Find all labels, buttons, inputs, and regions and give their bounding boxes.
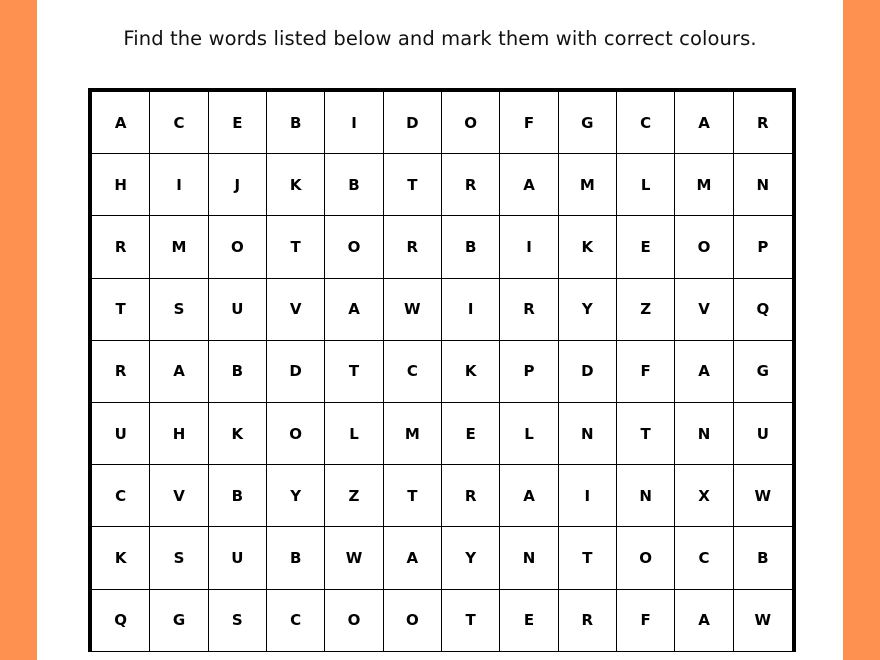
grid-cell[interactable]: L: [325, 403, 383, 465]
grid-cell[interactable]: B: [442, 216, 500, 278]
grid-cell[interactable]: O: [209, 216, 267, 278]
grid-cell[interactable]: F: [500, 92, 558, 154]
grid-cell[interactable]: R: [384, 216, 442, 278]
grid-cell[interactable]: A: [500, 154, 558, 216]
grid-cell[interactable]: Z: [617, 279, 675, 341]
grid-cell[interactable]: N: [734, 154, 792, 216]
word-search-grid: [88, 88, 796, 652]
grid-cell[interactable]: C: [617, 92, 675, 154]
grid-cell[interactable]: J: [209, 154, 267, 216]
grid-cell[interactable]: F: [617, 341, 675, 403]
grid-cell[interactable]: D: [384, 92, 442, 154]
grid-cell[interactable]: B: [209, 341, 267, 403]
grid-cell[interactable]: T: [559, 527, 617, 589]
grid-cell[interactable]: Q: [734, 279, 792, 341]
grid-cell[interactable]: A: [675, 590, 733, 652]
grid-cell[interactable]: O: [442, 92, 500, 154]
grid-cell[interactable]: T: [92, 279, 150, 341]
grid-cell[interactable]: V: [675, 279, 733, 341]
grid-cell[interactable]: A: [92, 92, 150, 154]
grid-cell[interactable]: R: [92, 341, 150, 403]
grid-cell[interactable]: R: [500, 279, 558, 341]
grid-cell[interactable]: X: [675, 465, 733, 527]
grid-cell[interactable]: T: [442, 590, 500, 652]
grid-cell[interactable]: K: [209, 403, 267, 465]
grid-cell[interactable]: W: [384, 279, 442, 341]
grid-cell[interactable]: S: [150, 527, 208, 589]
grid-cell[interactable]: R: [734, 92, 792, 154]
grid-cell[interactable]: A: [150, 341, 208, 403]
grid-cell[interactable]: I: [500, 216, 558, 278]
grid-cell[interactable]: W: [734, 465, 792, 527]
grid-cell[interactable]: I: [559, 465, 617, 527]
grid-cell[interactable]: K: [442, 341, 500, 403]
grid-cell[interactable]: Y: [267, 465, 325, 527]
grid-cell[interactable]: C: [267, 590, 325, 652]
grid-cell[interactable]: U: [209, 527, 267, 589]
grid-cell[interactable]: B: [209, 465, 267, 527]
grid-cell[interactable]: B: [267, 527, 325, 589]
grid-cell[interactable]: O: [325, 216, 383, 278]
grid-cell[interactable]: T: [325, 341, 383, 403]
grid-cell[interactable]: W: [325, 527, 383, 589]
grid-cell[interactable]: I: [150, 154, 208, 216]
grid-cell[interactable]: N: [559, 403, 617, 465]
grid-cell[interactable]: B: [267, 92, 325, 154]
grid-cell[interactable]: T: [384, 154, 442, 216]
grid-cell[interactable]: D: [267, 341, 325, 403]
grid-cell[interactable]: N: [617, 465, 675, 527]
grid-cell[interactable]: I: [325, 92, 383, 154]
grid-cell[interactable]: A: [384, 527, 442, 589]
grid-cell[interactable]: R: [559, 590, 617, 652]
grid-cell[interactable]: T: [267, 216, 325, 278]
grid-cell[interactable]: Y: [559, 279, 617, 341]
grid-cell[interactable]: N: [675, 403, 733, 465]
grid-cell[interactable]: D: [559, 341, 617, 403]
grid-cell[interactable]: O: [325, 590, 383, 652]
worksheet: [37, 0, 843, 660]
grid-cell[interactable]: B: [325, 154, 383, 216]
grid-cell[interactable]: S: [150, 279, 208, 341]
grid-cell[interactable]: Z: [325, 465, 383, 527]
grid-cell[interactable]: G: [559, 92, 617, 154]
grid-cell[interactable]: C: [675, 527, 733, 589]
grid-cell[interactable]: I: [442, 279, 500, 341]
grid-cell[interactable]: R: [442, 465, 500, 527]
grid-cell[interactable]: P: [500, 341, 558, 403]
grid-cell[interactable]: N: [500, 527, 558, 589]
grid-cell[interactable]: C: [150, 92, 208, 154]
grid-cell[interactable]: E: [617, 216, 675, 278]
grid-cell[interactable]: E: [209, 92, 267, 154]
grid-cell[interactable]: K: [92, 527, 150, 589]
grid-cell[interactable]: B: [734, 527, 792, 589]
grid-cell[interactable]: O: [384, 590, 442, 652]
grid-cell[interactable]: L: [617, 154, 675, 216]
grid-cell[interactable]: H: [150, 403, 208, 465]
grid-cell[interactable]: Q: [92, 590, 150, 652]
grid-cell[interactable]: R: [92, 216, 150, 278]
grid-cell[interactable]: U: [209, 279, 267, 341]
grid-cell[interactable]: M: [559, 154, 617, 216]
grid-cell[interactable]: O: [675, 216, 733, 278]
grid-cell[interactable]: F: [617, 590, 675, 652]
grid-cell[interactable]: P: [734, 216, 792, 278]
grid-cell[interactable]: O: [617, 527, 675, 589]
grid-cell[interactable]: A: [500, 465, 558, 527]
grid-cell[interactable]: U: [92, 403, 150, 465]
grid-cell[interactable]: G: [150, 590, 208, 652]
grid-cell[interactable]: E: [442, 403, 500, 465]
grid-cell[interactable]: S: [209, 590, 267, 652]
grid-cell[interactable]: U: [734, 403, 792, 465]
grid-cell[interactable]: V: [267, 279, 325, 341]
grid-cell[interactable]: L: [500, 403, 558, 465]
grid-cell[interactable]: K: [267, 154, 325, 216]
grid-cell[interactable]: Y: [442, 527, 500, 589]
grid-cell[interactable]: M: [675, 154, 733, 216]
grid-cell[interactable]: A: [325, 279, 383, 341]
grid-cell[interactable]: W: [734, 590, 792, 652]
grid-cell[interactable]: E: [500, 590, 558, 652]
grid-cell[interactable]: T: [384, 465, 442, 527]
grid-cell[interactable]: T: [617, 403, 675, 465]
grid-cell[interactable]: A: [675, 92, 733, 154]
grid-cell[interactable]: M: [384, 403, 442, 465]
instruction-text: Find the words listed below and mark them with correct colours.: [123, 27, 757, 50]
grid-cell[interactable]: C: [384, 341, 442, 403]
grid-cell[interactable]: C: [92, 465, 150, 527]
grid-cell[interactable]: K: [559, 216, 617, 278]
grid-cell[interactable]: R: [442, 154, 500, 216]
grid-cell[interactable]: H: [92, 154, 150, 216]
grid-cell[interactable]: O: [267, 403, 325, 465]
grid-cell[interactable]: M: [150, 216, 208, 278]
grid-cell[interactable]: V: [150, 465, 208, 527]
grid-cell[interactable]: G: [734, 341, 792, 403]
grid-cell[interactable]: A: [675, 341, 733, 403]
